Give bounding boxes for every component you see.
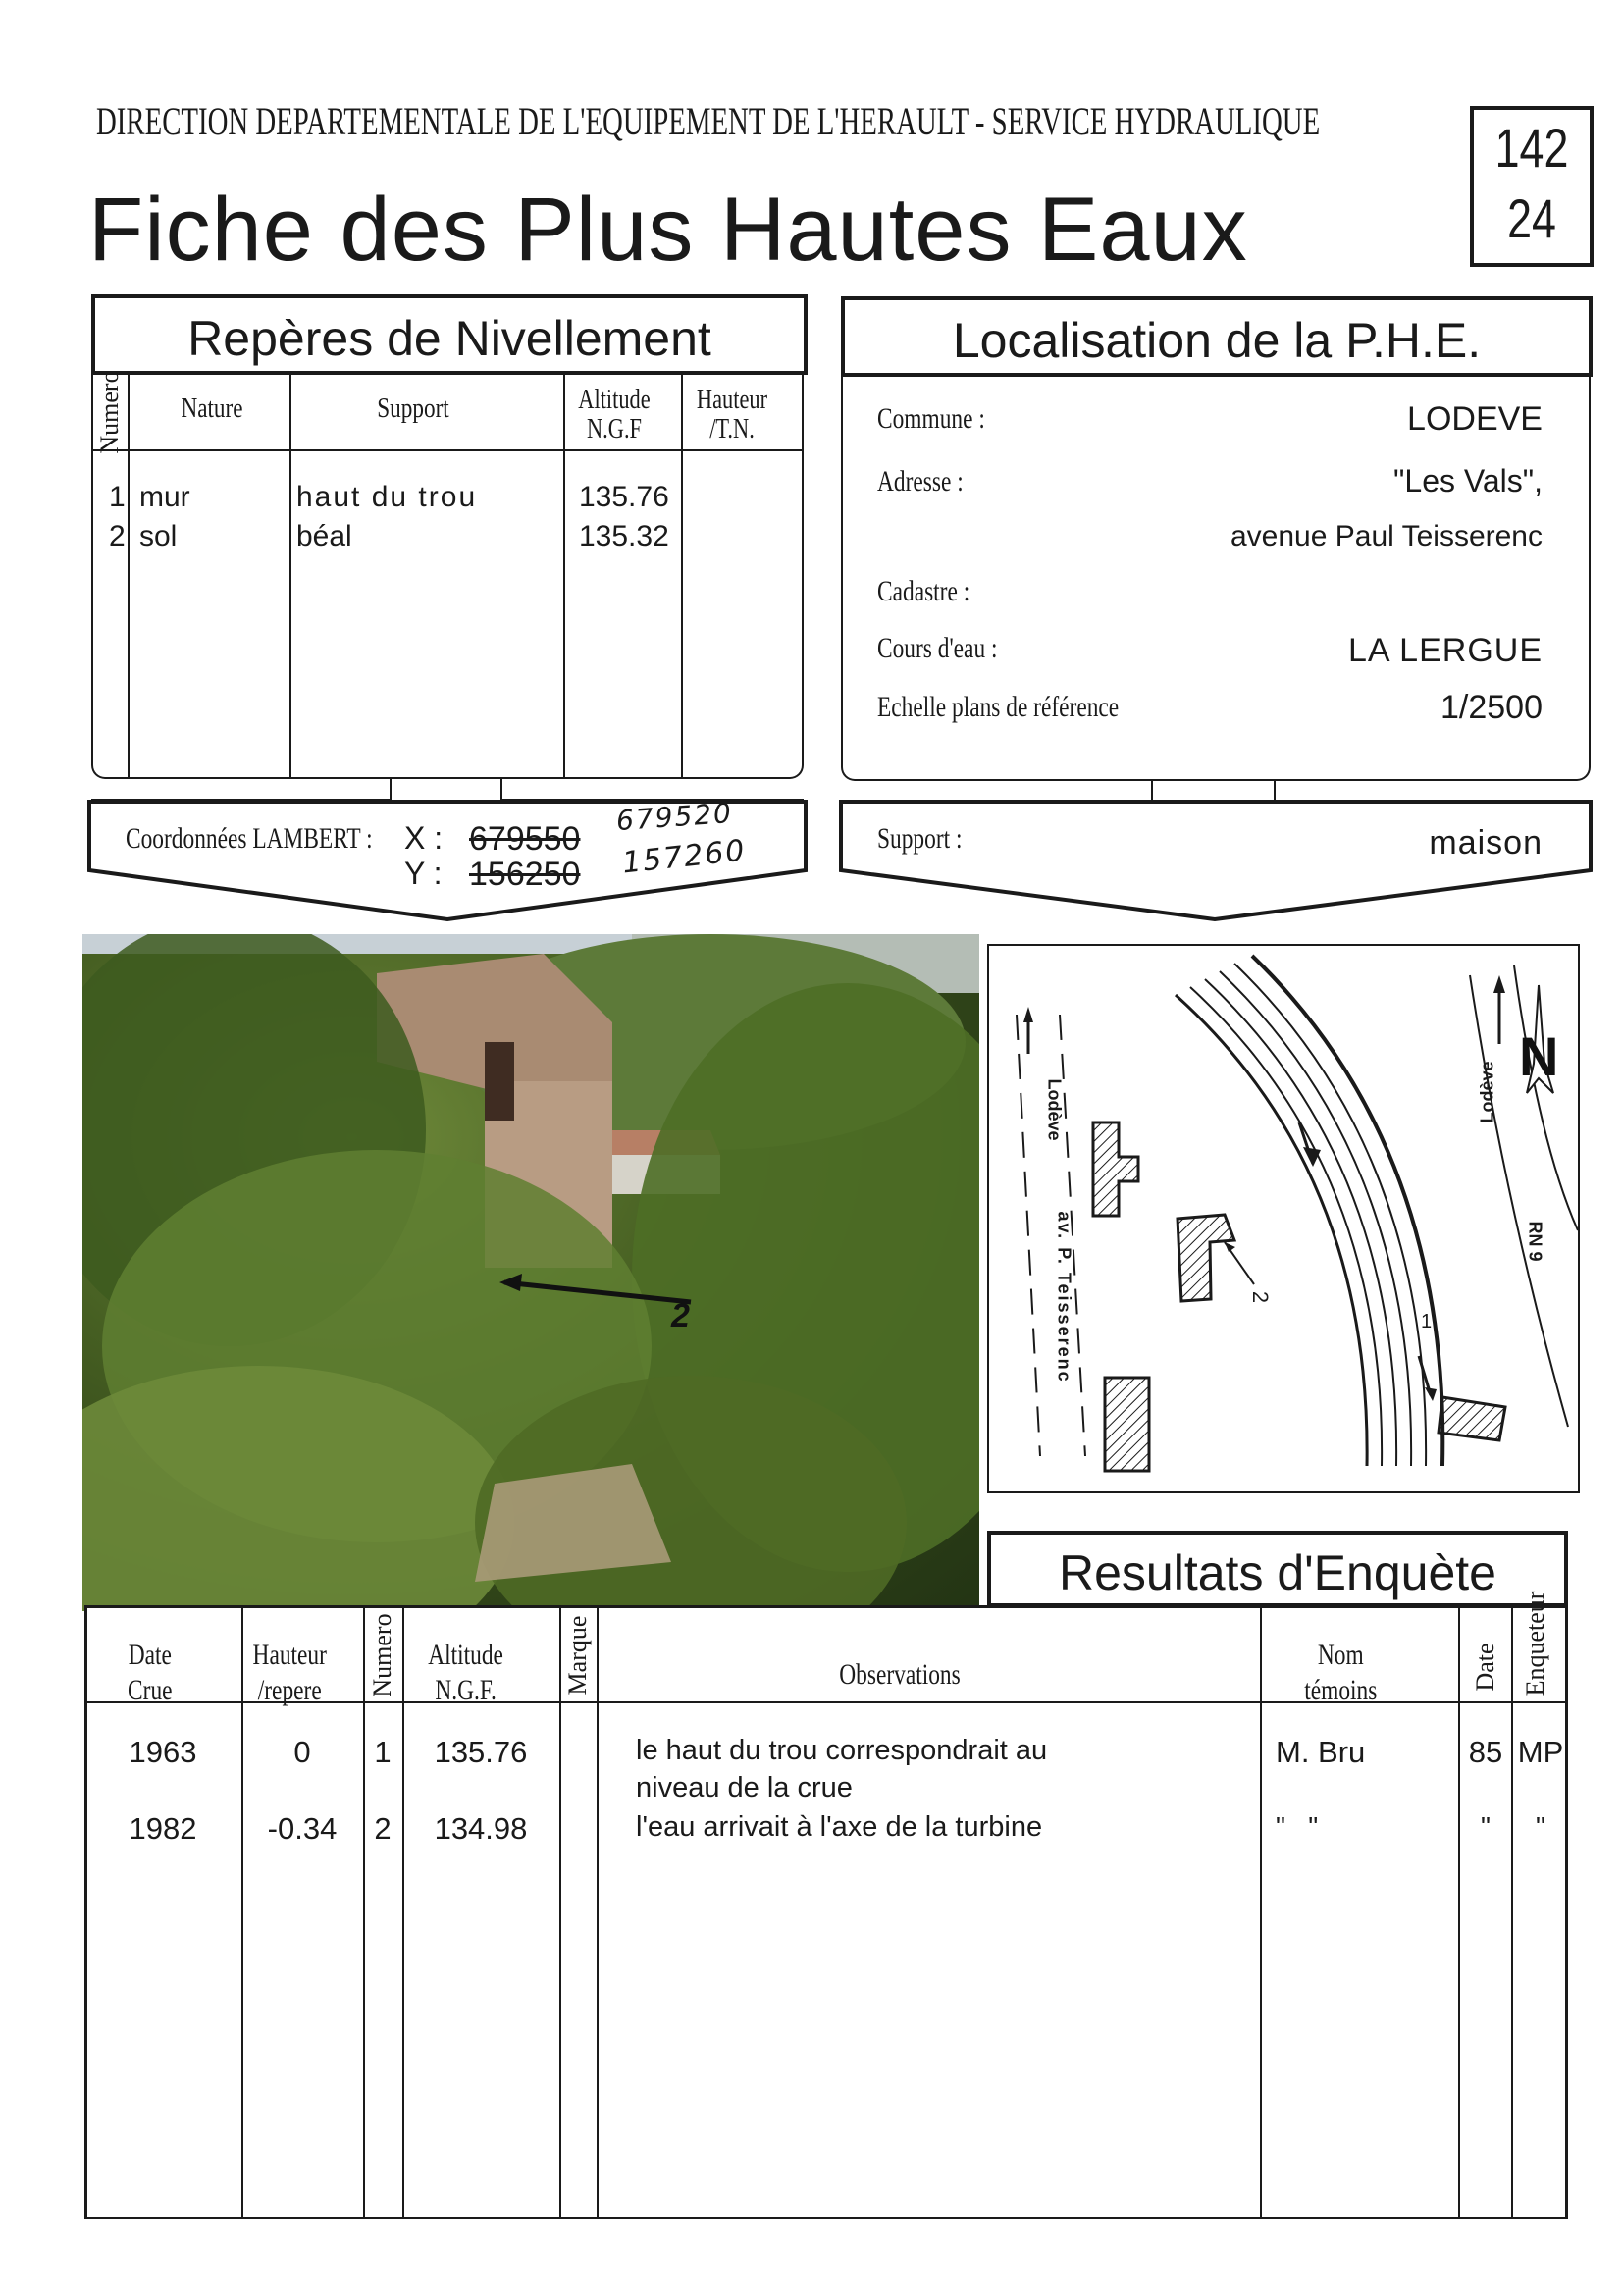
map-road-right-label-2: RN 9 xyxy=(1525,1221,1545,1262)
site-photo xyxy=(82,934,979,1611)
echelle-label: Echelle plans de référence xyxy=(877,691,1120,723)
res-row1-hauteur: 0 xyxy=(293,1735,311,1769)
res-row2-nom: " " xyxy=(1276,1811,1319,1842)
cours-label: Cours d'eau : xyxy=(877,632,998,664)
page-title: Fiche des Plus Hautes Eaux xyxy=(88,180,1248,280)
reperes-col-numero: Numero xyxy=(95,370,124,454)
lambert-y-label: Y : xyxy=(404,856,443,891)
res-row1-date2: 85 xyxy=(1468,1735,1503,1769)
cours-value: LA LERGUE xyxy=(1348,632,1543,669)
map-road-left-label-1: Lodève xyxy=(1044,1078,1065,1141)
reperes-row2-nature: sol xyxy=(139,520,178,552)
res-col-date-1: Date xyxy=(128,1639,172,1671)
reperes-col-support: Support xyxy=(377,392,449,424)
lambert-y-old: 156250 xyxy=(469,856,581,893)
echelle-value: 1/2500 xyxy=(1440,689,1543,726)
reference-box xyxy=(1470,106,1594,267)
reperes-row2-num: 2 xyxy=(109,520,126,552)
res-row1-num: 1 xyxy=(374,1735,392,1769)
lambert-x-old: 679550 xyxy=(469,820,581,858)
res-col-hauteur-2: /repere xyxy=(257,1674,322,1706)
res-row2-obs-1: l'eau arrivait à l'axe de la turbine xyxy=(636,1811,1043,1843)
res-col-observations: Observations xyxy=(839,1658,961,1691)
map-road-left-label-2: av. P. Teisserenc xyxy=(1054,1211,1074,1383)
res-row1-date: 1963 xyxy=(129,1735,197,1769)
commune-value: LODEVE xyxy=(1407,400,1543,438)
res-col-nom-1: Nom xyxy=(1317,1639,1364,1671)
reperes-row1-num: 1 xyxy=(109,481,126,513)
res-row1-altitude: 135.76 xyxy=(434,1735,528,1769)
res-col-enqueteur: Enqueteur xyxy=(1521,1591,1549,1696)
res-row2-altitude: 134.98 xyxy=(434,1811,528,1846)
map-marker-1: 1 xyxy=(1421,1311,1433,1332)
adresse-line2: avenue Paul Teisserenc xyxy=(1230,520,1543,552)
reperes-row1-support: haut du trou xyxy=(296,481,478,513)
res-col-date: Date xyxy=(1471,1643,1499,1692)
reperes-row2-altitude: 135.32 xyxy=(579,520,669,552)
map-drawing xyxy=(989,946,1578,1491)
res-row2-date2: " xyxy=(1481,1811,1491,1842)
res-row2-hauteur: -0.34 xyxy=(267,1811,338,1846)
adresse-label: Adresse : xyxy=(877,465,964,497)
support-panel xyxy=(836,797,1596,929)
res-row1-enqueteur: MP xyxy=(1517,1735,1564,1769)
reperes-row1-altitude: 135.76 xyxy=(579,481,669,513)
photo-marker: 2 xyxy=(671,1297,690,1334)
res-col-date-2: Crue xyxy=(128,1674,173,1706)
res-col-nom-2: témoins xyxy=(1304,1674,1378,1706)
reference-number-top: 142 xyxy=(1494,117,1569,179)
reperes-row1-nature: mur xyxy=(139,481,190,513)
res-row1-obs-2: niveau de la crue xyxy=(636,1772,853,1803)
localisation-heading: Localisation de la P.H.E. xyxy=(952,313,1482,368)
res-col-altitude-2: N.G.F. xyxy=(435,1674,497,1706)
adresse-line1: "Les Vals", xyxy=(1393,463,1543,498)
reperes-col-nature: Nature xyxy=(181,392,243,424)
resultats-heading: Resultats d'Enquète xyxy=(1059,1545,1496,1600)
reperes-heading: Repères de Nivellement xyxy=(187,311,711,366)
res-row1-obs-1: le haut du trou correspondrait au xyxy=(636,1735,1048,1766)
direction-header: DIRECTION DEPARTEMENTALE DE L'EQUIPEMENT DE L'HERAULT - SERVICE HYDRAULIQUE xyxy=(96,99,1321,143)
lambert-x-label: X : xyxy=(404,820,444,856)
reference-number-bottom: 24 xyxy=(1507,187,1556,249)
res-row2-enqueteur: " xyxy=(1536,1811,1545,1842)
lambert-x-new: 679520 xyxy=(614,796,734,838)
res-col-marque: Marque xyxy=(563,1615,592,1696)
reperes-col-hauteur-1: Hauteur xyxy=(696,385,768,415)
lambert-y-new: 157260 xyxy=(620,833,749,881)
photo-scene xyxy=(82,934,979,1611)
lambert-label: Coordonnées LAMBERT : xyxy=(126,822,373,855)
commune-label: Commune : xyxy=(877,402,985,435)
localisation-heading-box xyxy=(841,296,1593,377)
map-north-label: N xyxy=(1519,1025,1559,1087)
res-row2-num: 2 xyxy=(374,1811,392,1846)
res-col-hauteur-1: Hauteur xyxy=(252,1639,327,1671)
reperes-row2-support: béal xyxy=(296,520,352,552)
cadastre-label: Cadastre : xyxy=(877,575,970,607)
site-map xyxy=(987,944,1580,1493)
reperes-col-hauteur-2: /T.N. xyxy=(709,414,755,444)
reperes-heading-box xyxy=(91,294,808,375)
res-col-numero: Numero xyxy=(368,1613,396,1697)
res-row1-nom: M. Bru xyxy=(1276,1735,1366,1769)
map-marker-2: 2 xyxy=(1248,1290,1274,1304)
res-row2-date: 1982 xyxy=(129,1811,197,1846)
res-col-altitude-1: Altitude xyxy=(428,1639,503,1671)
resultats-heading-box xyxy=(987,1531,1568,1607)
support-label: Support : xyxy=(877,822,963,855)
support-value: maison xyxy=(1429,824,1543,861)
reperes-col-altitude-2: N.G.F xyxy=(586,414,642,444)
map-road-right-label-1: Lodève xyxy=(1477,1061,1497,1123)
reperes-col-altitude-1: Altitude xyxy=(578,385,651,415)
